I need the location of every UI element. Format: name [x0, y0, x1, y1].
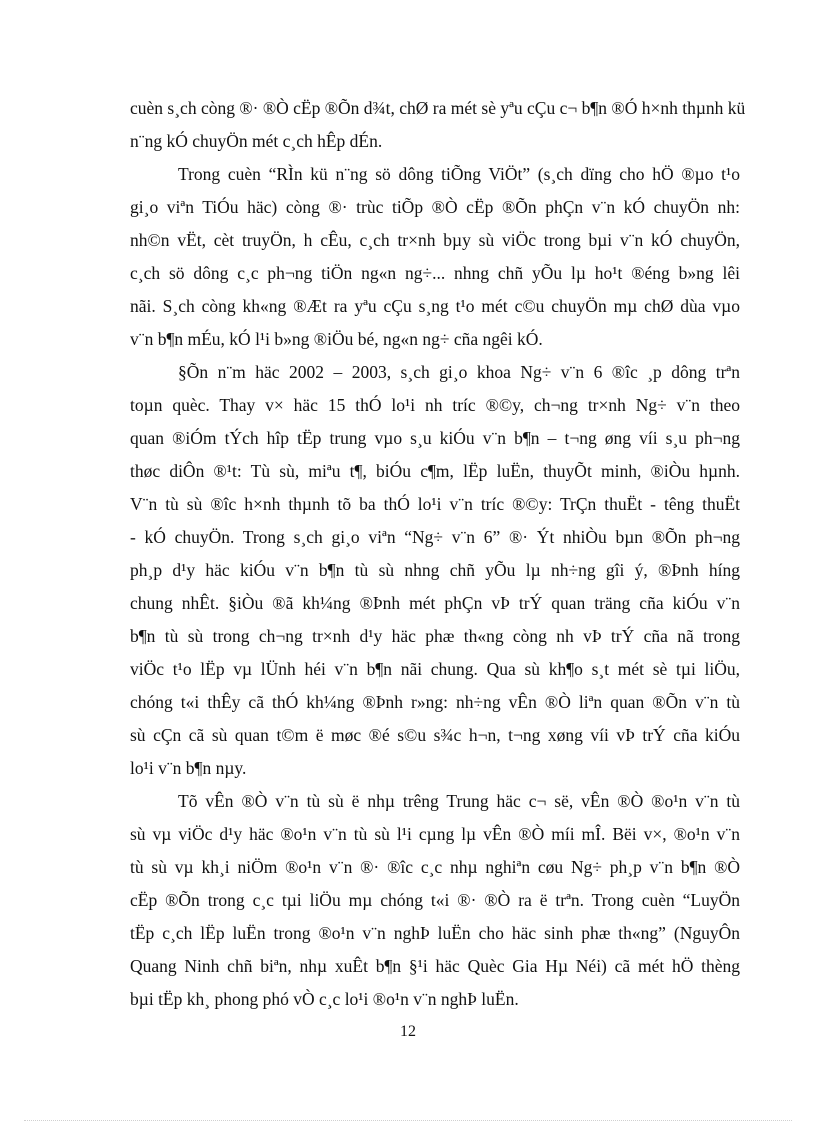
text-line: viÖc t¹o lËp vµ lÜnh héi v¨n b¶n nãi chung. Qua sù kh¶o s¸t mét sè tµi liÖu, [130, 659, 740, 679]
text-line: Tõ vÊn ®Ò v¨n tù sù ë nhµ trêng Trung häc c¬ së, vÊn ®Ò ®o¹n v¨n tù [178, 791, 740, 811]
text-line: n¨ng kÓ chuyÖn mét c¸ch hÊp dÉn. [130, 131, 383, 151]
text-line: nãi. S¸ch còng kh«ng ®Æt ra yªu cÇu s¸ng t¹o mét c©u chuyÖn mµ chØ dùa vµo [130, 296, 740, 316]
text-line: - kÓ chuyÖn. Trong s¸ch gi¸o viªn “Ng÷ v¨n 6” ®· Ýt nhiÒu bµn ®Õn ph¬ng [130, 527, 740, 547]
text-line: cËp ®Õn trong c¸c tµi liÖu mµ chóng t«i ®· ®Ò ra ë trªn. Trong cuèn “LuyÖn [130, 890, 740, 910]
page-bottom-border [24, 1120, 792, 1121]
text-line: sù cÇn cã sù quan t©m ë møc ®é s©u s¾c h¬n, t¬ng xøng víi vÞ trÝ cña kiÓu [130, 725, 740, 745]
text-line: chung nhÊt. §iÒu ®ã kh¼ng ®Þnh mét phÇn vÞ trÝ quan träng cña kiÓu v¨n [130, 593, 740, 613]
text-line: tù sù vµ kh¸i niÖm ®o¹n v¨n ®· ®îc c¸c nhµ nghiªn cøu Ng÷ ph¸p v¨n b¶n ®Ò [130, 857, 740, 877]
text-line: quan ®iÓm tÝch hîp tËp trung vµo s¸u kiÓu v¨n b¶n – t¬ng øng víi s¸u ph¬ng [130, 428, 740, 448]
paragraph [130, 356, 740, 785]
paragraph [130, 92, 746, 158]
text-line: Quang Ninh chñ biªn, nhµ xuÊt b¶n §¹i häc Quèc Gia Hµ Néi) cã mét hÖ thèng [130, 956, 740, 976]
text-line: thøc diÔn ®¹t: Tù sù, miªu t¶, biÓu c¶m, lËp luËn, thuyÕt minh, ®iÒu hµnh. [130, 461, 740, 481]
text-line: sù vµ viÖc d¹y häc ®o¹n v¨n tù sù l¹i cµng lµ vÊn ®Ò míi mÎ. Bëi v×, ®o¹n v¨n [130, 824, 740, 844]
text-line: c¸ch sö dông c¸c ph¬ng tiÖn ng«n ng÷... nhng chñ yÕu lµ ho¹t ®éng b»ng lêi [130, 263, 740, 283]
page-number: 12 [400, 1023, 416, 1040]
paragraph [130, 785, 740, 1016]
text-line: tËp c¸ch lËp luËn trong ®o¹n v¨n nghÞ luËn cho häc sinh phæ th«ng” (NguyÔn [130, 923, 740, 943]
text-line: b¶n tù sù trong ch¬ng tr×nh d¹y häc phæ th«ng còng nh vÞ trÝ cña nã trong [130, 626, 740, 646]
paragraph [130, 158, 740, 356]
text-line: v¨n b¶n mÉu, kÓ l¹i b»ng ®iÖu bé, ng«n ng÷ cña ngêi kÓ. [130, 329, 543, 349]
text-line: lo¹i v¨n b¶n nµy. [130, 758, 247, 778]
text-line: toµn quèc. Thay v× häc 15 thÓ lo¹i nh tríc ®©y, ch¬ng tr×nh Ng÷ v¨n theo [130, 395, 740, 415]
text-line: Trong cuèn “RÌn kü n¨ng sö dông tiÕng ViÖt” (s¸ch dïng cho hÖ ®µo t¹o [178, 164, 740, 184]
document-body [130, 92, 746, 1016]
text-line: ph¸p d¹y häc kiÓu v¨n b¶n tù sù nhng chñ yÕu lµ nh÷ng gîi ý, ®Þnh híng [130, 560, 740, 580]
text-line: gi¸o viªn TiÓu häc) còng ®· trùc tiÕp ®Ò cËp ®Õn phÇn v¨n kÓ chuyÖn nh: [130, 197, 740, 217]
text-line: bµi tËp kh¸ phong phó vÒ c¸c lo¹i ®o¹n v¨n nghÞ luËn. [130, 989, 519, 1009]
text-line: nh©n vËt, cèt truyÖn, h cÊu, c¸ch tr×nh bµy sù viÖc trong bµi v¨n kÓ chuyÖn, [130, 230, 740, 250]
text-line: V¨n tù sù ®îc h×nh thµnh tõ ba thÓ lo¹i v¨n tríc ®©y: TrÇn thuËt - têng thuËt [130, 494, 740, 514]
text-line: §Õn n¨m häc 2002 – 2003, s¸ch gi¸o khoa Ng÷ v¨n 6 ®îc ¸p dông trªn [178, 362, 740, 382]
text-line: cuèn s¸ch còng ®· ®Ò cËp ®Õn d¾t, chØ ra mét sè yªu cÇu c¬ b¶n ®Ó h×nh thµnh kü [130, 98, 746, 118]
text-line: chóng t«i thÊy cã thÓ kh¼ng ®Þnh r»ng: nh÷ng vÊn ®Ò liªn quan ®Õn v¨n tù [130, 692, 740, 712]
